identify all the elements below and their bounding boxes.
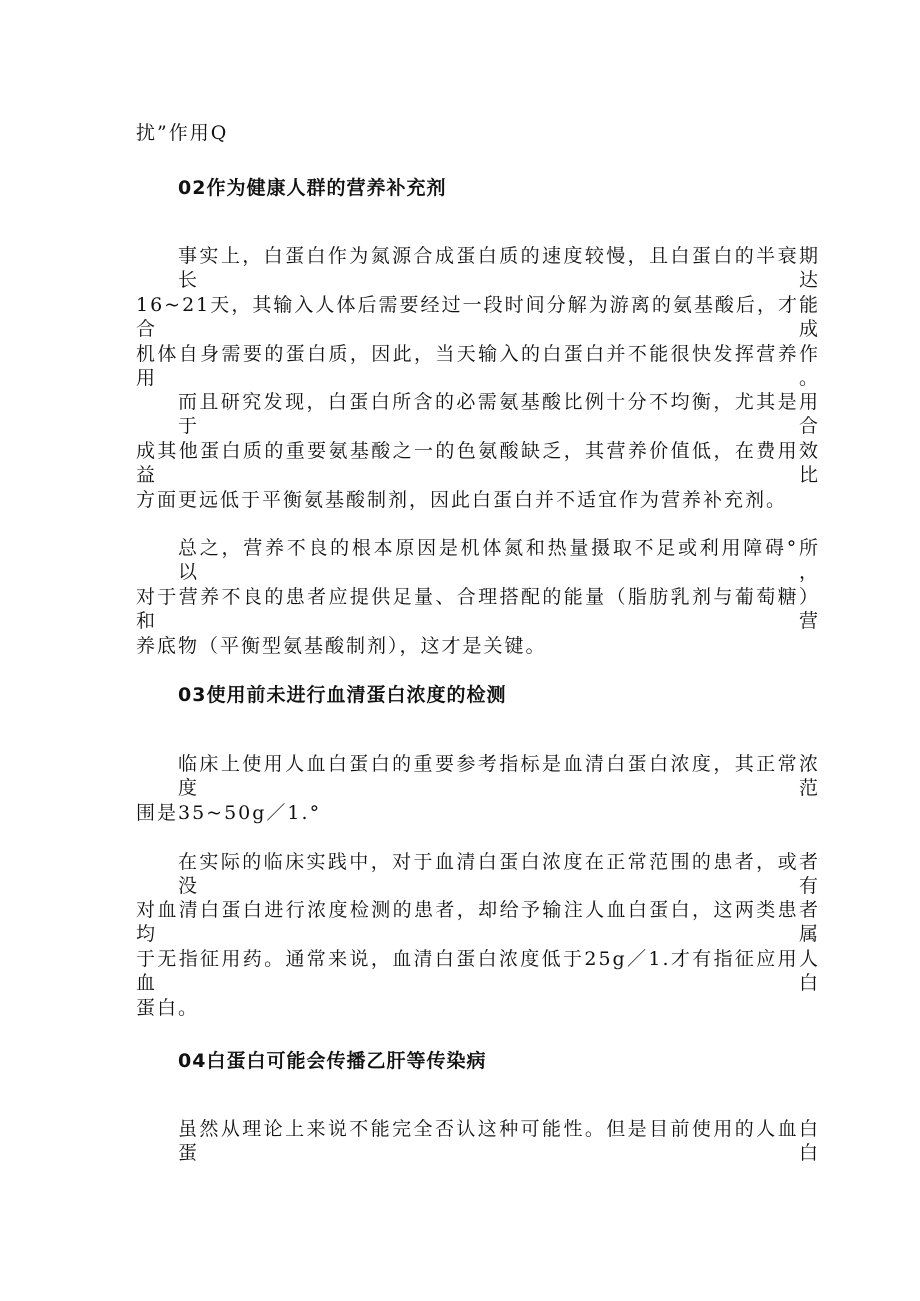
paragraph-line: 对于营养不良的患者应提供足量、合理搭配的能量（脂肪乳剂与葡萄糖）和营: [136, 586, 820, 632]
paragraph-line: 总之，营养不良的根本原因是机体氮和热量摄取不足或利用障碍°所以，: [178, 537, 820, 583]
section-heading-04: 04白蛋白可能会传播乙肝等传染病: [178, 1050, 487, 1072]
paragraph-line: 16~21天，其输入人体后需要经过一段时间分解为游离的氨基酸后，才能合成: [136, 294, 820, 340]
paragraph-line: 虽然从理论上来说不能完全否认这种可能性。但是目前使用的人血白蛋白: [178, 1118, 820, 1164]
paragraph-line: 机体自身需要的蛋白质，因此，当天输入的白蛋白并不能很快发挥营养作用。: [136, 343, 820, 389]
paragraph-line: 方面更远低于平衡氨基酸制剂，因此白蛋白并不适宜作为营养补充剂。: [136, 489, 788, 511]
paragraph-line: 临床上使用人血白蛋白的重要参考指标是血清白蛋白浓度，其正常浓度范: [178, 753, 820, 799]
paragraph-line: 蛋白。: [136, 997, 200, 1019]
paragraph-line: 围是35~50g／1.°: [136, 802, 322, 824]
section-heading-03: 03使用前未进行血清蛋白浓度的检测: [178, 684, 507, 706]
paragraph-line: 事实上，白蛋白作为氮源合成蛋白质的速度较慢，且白蛋白的半衰期长达: [178, 245, 820, 291]
section-heading-02: 02作为健康人群的营养补充剂: [178, 177, 447, 199]
paragraph-line: 而且研究发现，白蛋白所含的必需氨基酸比例十分不均衡，尤其是用于合: [178, 391, 820, 437]
paragraph-line: 成其他蛋白质的重要氨基酸之一的色氨酸缺乏，其营养价值低，在费用效益比: [136, 440, 820, 486]
paragraph-line: 养底物（平衡型氨基酸制剂），这才是关键。: [136, 635, 547, 657]
paragraph-line: 在实际的临床实践中，对于血清白蛋白浓度在正常范围的患者，或者没有: [178, 851, 820, 897]
paragraph-line: 对血清白蛋白进行浓度检测的患者，却给予输注人血白蛋白，这两类患者均属: [136, 899, 820, 945]
text-fragment: 扰”作用Q: [136, 122, 229, 144]
paragraph-line: 于无指征用药。通常来说，血清白蛋白浓度低于25g／1.才有指征应用人血白: [136, 948, 820, 994]
